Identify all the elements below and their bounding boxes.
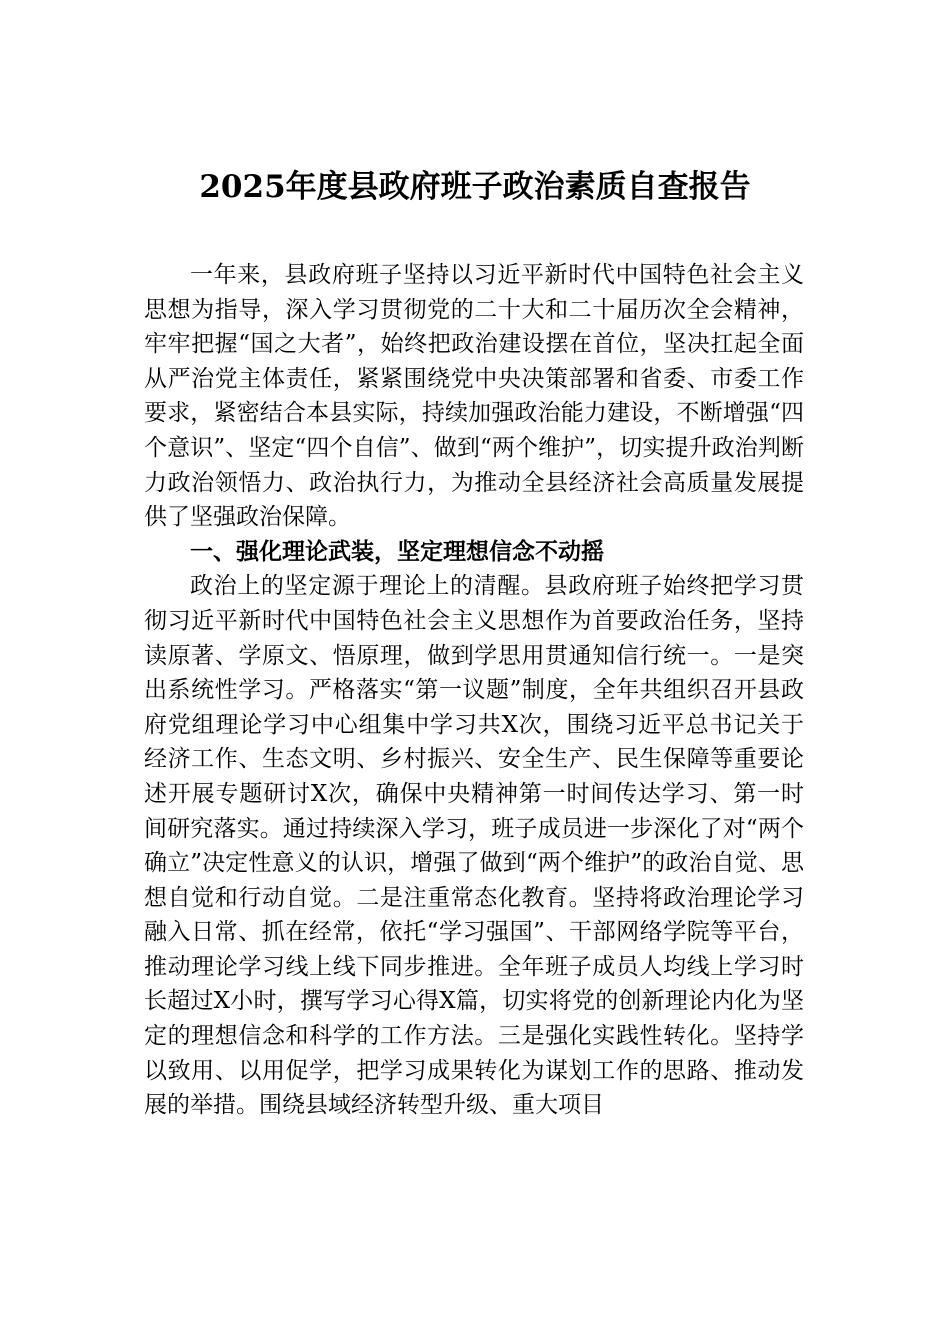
section-heading: 一、强化理论武装，坚定理想信念不动摇: [190, 538, 604, 565]
intro-paragraph: 一年来，县政府班子坚持以习近平新时代中国特色社会主义思想为指导，深入学习贯彻党的二十大和二十届历次全会精神，牢牢把握“国之大者”，始终把政治建设摆在首位，坚决扛起全面从严治党主体责任，紧紧围绕党中央决策部署和省委、市委工作要求，紧密结合本县实际，持续加强政治能力建设，不断增强“四个意识”、坚定“四个自信”、做到“两个维护”，切实提升政治判断力政治领悟力、政治执行力，为推动全县经济社会高质量发展提供了坚强政治保障。: [144, 262, 804, 531]
document-body: [144, 258, 804, 1123]
body-paragraph: 政治上的坚定源于理论上的清醒。县政府班子始终把学习贯彻习近平新时代中国特色社会主义思想作为首要政治任务，坚持读原著、学原文、悟原理，做到学思用贯通知信行统一。一是突出系统性学习。严格落实“第一议题”制度，全年共组织召开县政府党组理论学习中心组集中学习共X次，围绕习近平总书记关于经济工作、生态文明、乡村振兴、安全生产、民生保障等重要论述开展专题研讨X次，确保中央精神第一时间传达学习、第一时间研究落实。通过持续深入学习，班子成员进一步深化了对“两个确立”决定性意义的认识，增强了做到“两个维护”的政治自觉、思想自觉和行动自觉。二是注重常态化教育。坚持将政治理论学习融入日常、抓在经常，依托“学习强国”、干部网络学院等平台，推动理论学习线上线下同步推进。全年班子成员人均线上学习时长超过X小时，撰写学习心得X篇，切实将党的创新理论内化为坚定的理想信念和科学的工作方法。三是强化实践性转化。坚持学以致用、以用促学，把学习成果转化为谋划工作的思路、推动发展的举措。围绕县域经济转型升级、重大项目: [144, 573, 804, 1119]
document-title: 2025年度县政府班子政治素质自查报告: [199, 169, 751, 205]
